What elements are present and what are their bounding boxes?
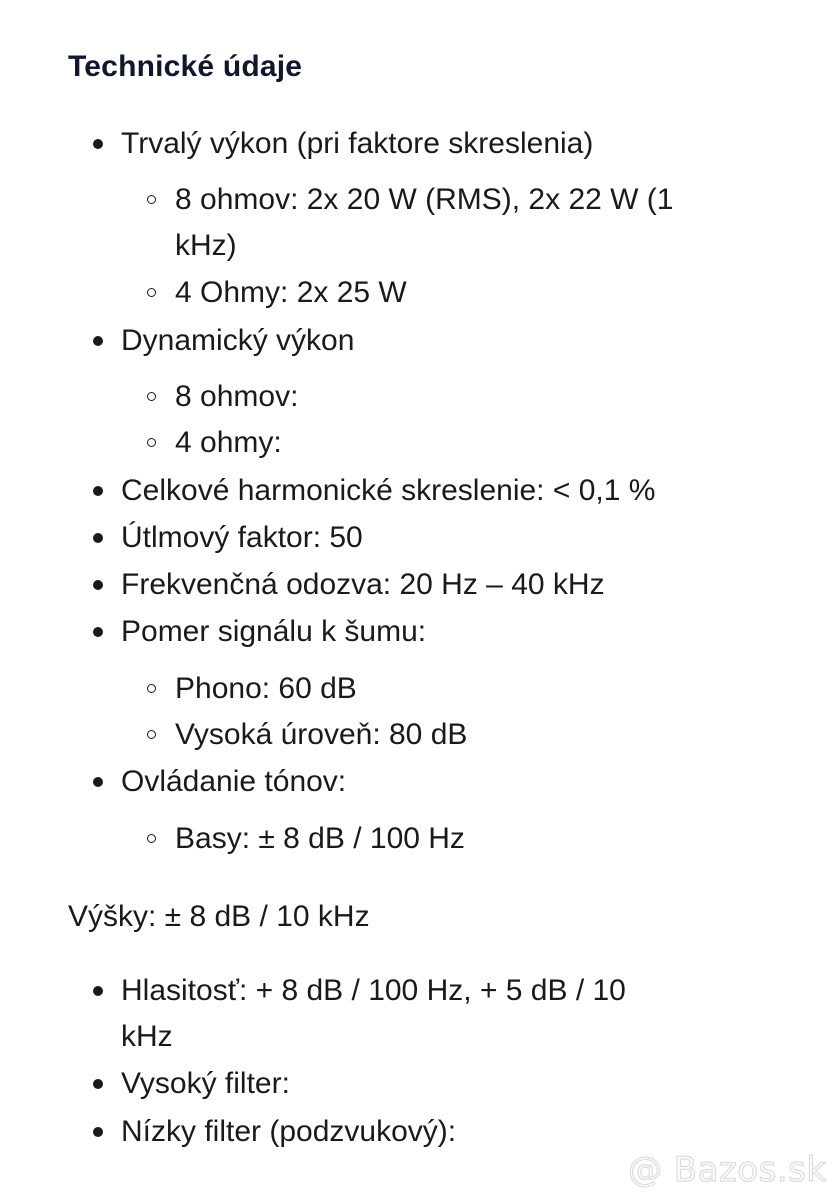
paragraph-text: Výšky: ± 8 dB / 10 kHz — [68, 900, 370, 933]
list-item: Nízky filter (podzvukový): — [121, 1115, 457, 1148]
list-item: Útlmový faktor: 50 — [121, 521, 363, 554]
list-item: Dynamický výkon — [121, 324, 355, 357]
sub-bullet-icon — [147, 684, 156, 693]
sub-list-item: 4 ohmy: — [175, 426, 282, 459]
list-item: Frekvenčná odozva: 20 Hz – 40 kHz — [121, 568, 605, 601]
bullet-icon — [93, 486, 103, 496]
bullet-icon — [93, 139, 103, 149]
list-item: Trvalý výkon (pri faktore skreslenia) — [121, 127, 594, 160]
bullet-icon — [93, 986, 103, 996]
bullet-icon — [93, 336, 103, 346]
sub-list-item: Vysoká úroveň: 80 dB — [175, 718, 468, 751]
sub-bullet-icon — [147, 730, 156, 739]
list-item-continuation: kHz — [121, 1020, 173, 1053]
sub-bullet-icon — [147, 392, 156, 401]
list-item: Hlasitosť: + 8 dB / 100 Hz, + 5 dB / 10 — [121, 974, 626, 1007]
list-item: Vysoký filter: — [121, 1067, 290, 1100]
bullet-icon — [93, 1127, 103, 1137]
sub-list-item: 8 ohmov: 2x 20 W (RMS), 2x 22 W (1 — [175, 183, 674, 216]
bullet-icon — [93, 533, 103, 543]
section-heading: Technické údaje — [68, 50, 303, 83]
sub-list-item: Phono: 60 dB — [175, 672, 357, 705]
sub-list-item-continuation: kHz) — [175, 229, 237, 262]
sub-bullet-icon — [147, 195, 156, 204]
list-item: Celkové harmonické skreslenie: < 0,1 % — [121, 474, 656, 507]
list-item: Ovládanie tónov: — [121, 765, 347, 798]
bullet-icon — [93, 580, 103, 590]
sub-list-item: 4 Ohmy: 2x 25 W — [175, 276, 407, 309]
sub-list-item: Basy: ± 8 dB / 100 Hz — [175, 822, 465, 855]
sub-bullet-icon — [147, 438, 156, 447]
list-item: Pomer signálu k šumu: — [121, 615, 427, 648]
watermark-logo: @ Bazos.sk — [628, 1150, 827, 1190]
sub-list-item: 8 ohmov: — [175, 380, 299, 413]
sub-bullet-icon — [147, 834, 156, 843]
bullet-icon — [93, 627, 103, 637]
bullet-icon — [93, 777, 103, 787]
sub-bullet-icon — [147, 288, 156, 297]
bullet-icon — [93, 1079, 103, 1089]
